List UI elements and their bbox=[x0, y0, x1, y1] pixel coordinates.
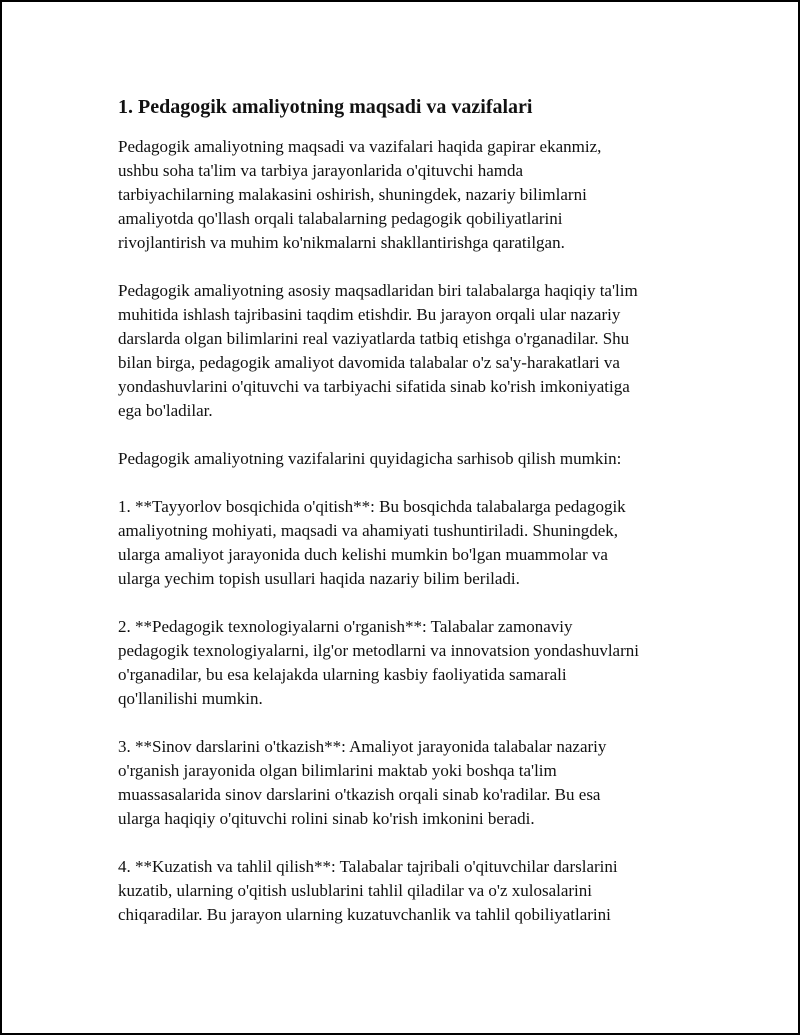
paragraph-line: o'rganish jarayonida olgan bilimlarini maktab yoki boshqa ta'lim bbox=[118, 761, 557, 780]
paragraph-line: ularga haqiqiy o'qituvchi rolini sinab ko'rish imkonini beradi. bbox=[118, 809, 535, 828]
paragraph-line: yondashuvlarini o'qituvchi va tarbiyachi sifatida sinab ko'rish imkoniyatiga bbox=[118, 377, 630, 396]
paragraph-line: o'rganadilar, bu esa kelajakda ularning kasbiy faoliyatida samarali bbox=[118, 665, 567, 684]
paragraph-line: 2. **Pedagogik texnologiyalarni o'rganish**: Talabalar zamonaviy bbox=[118, 617, 573, 636]
paragraph-line: muassasalarida sinov darslarini o'tkazish orqali sinab ko'radilar. Bu esa bbox=[118, 785, 601, 804]
paragraph-line: rivojlantirish va muhim ko'nikmalarni shakllantirishga qaratilgan. bbox=[118, 233, 565, 252]
paragraph-line: 1. **Tayyorlov bosqichida o'qitish**: Bu bosqichda talabalarga pedagogik bbox=[118, 497, 626, 516]
paragraph-line: 3. **Sinov darslarini o'tkazish**: Amaliyot jarayonida talabalar nazariy bbox=[118, 737, 607, 756]
paragraph-line: qo'llanilishi mumkin. bbox=[118, 689, 263, 708]
paragraph bbox=[118, 279, 698, 423]
paragraph bbox=[118, 135, 698, 255]
paragraph bbox=[118, 855, 698, 927]
paragraph-line: amaliyotning mohiyati, maqsadi va ahamiyati tushuntiriladi. Shuningdek, bbox=[118, 521, 619, 540]
paragraph-line: pedagogik texnologiyalarni, ilg'or metodlarni va innovatsion yondashuvlarni bbox=[118, 641, 639, 660]
paragraph-line: kuzatib, ularning o'qitish uslublarini tahlil qiladilar va o'z xulosalarini bbox=[118, 881, 592, 900]
paragraph-line: Pedagogik amaliyotning vazifalarini quyidagicha sarhisob qilish mumkin: bbox=[118, 449, 622, 468]
paragraph-line: muhitida ishlash tajribasini taqdim etishdir. Bu jarayon orqali ular nazariy bbox=[118, 305, 621, 324]
paragraph-line: bilan birga, pedagogik amaliyot davomida talabalar o'z sa'y-harakatlari va bbox=[118, 353, 620, 372]
paragraph-line: 4. **Kuzatish va tahlil qilish**: Talabalar tajribali o'qituvchilar darslarini bbox=[118, 857, 618, 876]
paragraph bbox=[118, 447, 698, 471]
paragraph-line: ushbu soha ta'lim va tarbiya jarayonlarida o'qituvchi hamda bbox=[118, 161, 524, 180]
paragraph-line: darslarda olgan bilimlarini real vaziyatlarda tatbiq etishga o'rganadilar. Shu bbox=[118, 329, 630, 348]
paragraph-line: chiqaradilar. Bu jarayon ularning kuzatuvchanlik va tahlil qobiliyatlarini bbox=[118, 905, 611, 924]
paragraph-line: Pedagogik amaliyotning maqsadi va vazifalari haqida gapirar ekanmiz, bbox=[118, 137, 602, 156]
paragraph-line: ega bo'ladilar. bbox=[118, 401, 213, 420]
paragraph-line: Pedagogik amaliyotning asosiy maqsadlaridan biri talabalarga haqiqiy ta'lim bbox=[118, 281, 638, 300]
paragraph bbox=[118, 735, 698, 831]
paragraph-line: ularga yechim topish usullari haqida nazariy bilim beriladi. bbox=[118, 569, 520, 588]
paragraph-line: tarbiyachilarning malakasini oshirish, shuningdek, nazariy bilimlarni bbox=[118, 185, 587, 204]
paragraph bbox=[118, 615, 698, 711]
paragraph-line: amaliyotda qo'llash orqali talabalarning pedagogik qobiliyatlarini bbox=[118, 209, 563, 228]
paragraph-list bbox=[118, 135, 698, 927]
section-heading: 1. Pedagogik amaliyotning maqsadi va vazifalari bbox=[118, 96, 533, 118]
paragraph-line: ularga amaliyot jarayonida duch kelishi mumkin bo'lgan muammolar va bbox=[118, 545, 608, 564]
document-body bbox=[118, 94, 698, 951]
paragraph bbox=[118, 495, 698, 591]
